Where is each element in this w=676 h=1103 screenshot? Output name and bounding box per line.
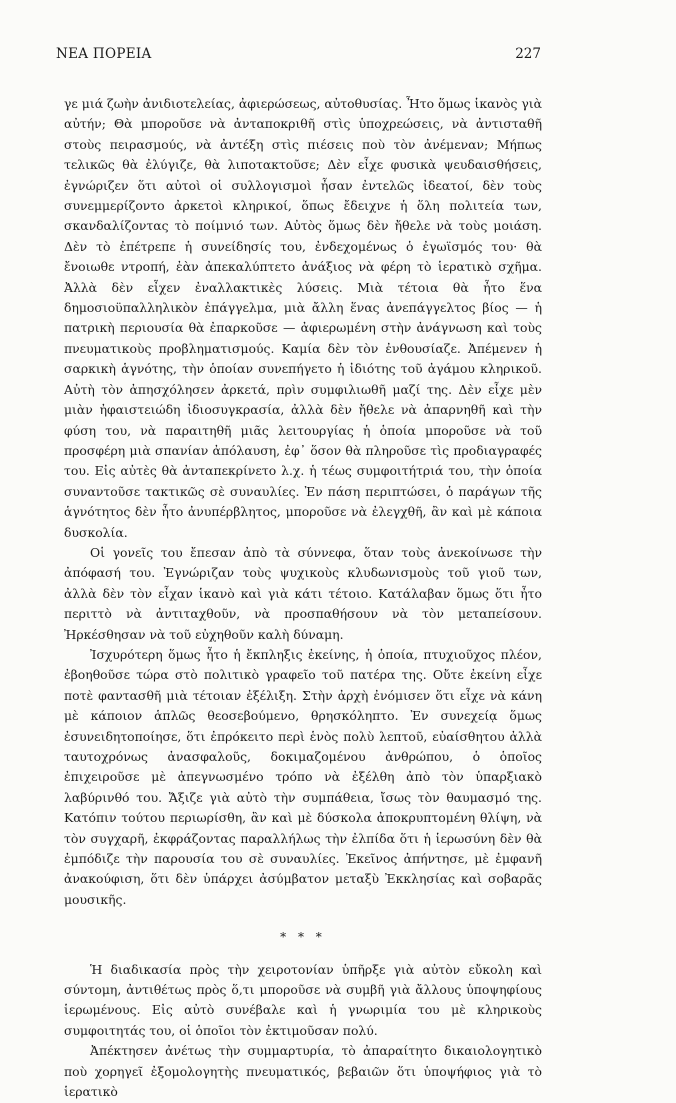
paragraph: Ἡ διαδικασία πρὸς τὴν χειροτονίαν ὑπῆρξε γιὰ αὐτὸν εὔκολη καὶ σύντομη, ἀντιθέτως πρὸς ὅ,τι μποροῦσε νὰ συμβῆ γιὰ ἄλλους ὑποψηφίους ἱερωμένους. Εἰς αὐτὸ συνέβαλε καὶ ἡ γνωριμία του μὲ κληρικοὺς συμφοιτητάς του, οἱ ὁποῖοι τὸν ἐκτιμοῦσαν πολύ. <box>64 961 542 1038</box>
page-number: 227 <box>515 46 541 62</box>
paragraph: γε μιά ζωὴν ἀνιδιοτελείας, ἀφιερώσεως, αὐτοθυσίας. Ἦτο ὅμως ἱκανὸς γιὰ αὐτήν; Θὰ μποροῦσε νὰ ἀνταποκριθῆ στὶς ὑποχρεώσεις, νὰ ἀντισταθῆ στοὺς πειρασμούς, νὰ ἀντέξη στὶς πιέσεις ποὺ τὸν ἀνέμεναν; Μήπως τελικῶς θὰ ἐλύγιζε, θὰ λιποτακτοῦσε; Δὲν εἶχε φυσικὰ ψευδαισθήσεις, ἐγνώριζεν ὅτι αὐτοὶ οἱ συλλογισμοὶ ἦσαν ἐντελῶς ἰδεατοί, δὲν τοὺς συνεμμερίζοντο ἀρκετοὶ κληρικοί, ὅπως ἔδειχνε ἡ ὅλη πολιτεία των, σκανδαλίζοντας τὸ ποίμνιό των. Αὐτὸς ὅμως δὲν ἤθελε νὰ τοὺς μοιάση. Δὲν τὸ ἐπέτρεπε ἡ συνείδησίς του, ἐνδεχομένως ὁ ἐγωϊσμός του· θὰ ἔνοιωθε ντροπή, ἐὰν ἀπεκαλύπτετο ἀνάξιος νὰ φέρη τὸ ἱερατικὸ σχῆμα. Ἀλλὰ δὲν εἶχεν ἐναλλακτικὲς λύσεις. Μιὰ τέτοια θὰ ἦτο ἕνα δημοσιοϋπαλληλικὸν ἐπάγγελμα, μιὰ ἄλλη ἕνας ἀνεπάγγελτος βίος — ἡ πατρικὴ περιουσία θὰ ἐπαρκοῦσε — ἀφιερωμένη στὴν ἀνάγνωση καὶ τοὺς πνευματικοὺς προβληματισμούς. Καμία δὲν τὸν ἐνθουσίαζε. Ἀπέμενεν ἡ σαρκικὴ ἁγνότης, τὴν ὁποίαν συνεπήγετο ἡ ἰδιότης τοῦ ἀγάμου κληρικοῦ. Αὐτὴ τὸν ἀπησχόλησεν ἀρκετά, πρὶν συμφιλιωθῆ μαζί της. Δὲν εἶχε μὲν μιὰν ἠφαιστειώδη ἰδιοσυγκρασία, ἀλλὰ δὲν ἤθελε νὰ ἀπαρνηθῆ καὶ τὴν φύση του, νὰ παραιτηθῆ μιᾶς λειτουργίας ἡ ὁποία μποροῦσε νὰ τοῦ προσφέρη μιὰ σπανίαν ἀπόλαυση, ἐφ᾽ ὅσον θὰ πληροῦσε τὶς προδιαγραφές του. Εἰς αὐτὲς θὰ ἀνταπεκρίνετο λ.χ. ἡ τέως συμφοιτήτριά του, τὴν ὁποία συναντοῦσε τακτικῶς σὲ συναυλίες. Ἐν πάση περιπτώσει, ὁ παράγων τῆς ἁγνότητος δὲν ἦτο ἀνυπέρβλητος, μποροῦσε νὰ ἐλεγχθῆ, ἂν καὶ μὲ κάποια δυσκολία. <box>64 96 542 540</box>
body-text <box>64 94 542 1103</box>
paragraph: Ἀπέκτησεν ἀνέτως τὴν συμμαρτυρία, τὸ ἀπαραίτητο δικαιολογητικὸ ποὺ χορηγεῖ ἐξομολογητὴς πνευματικός, βεβαιῶν ὅτι ὑποψήφιος γιὰ τὸ ἱερατικὸ <box>64 1043 542 1100</box>
section-break: * * * <box>280 930 326 945</box>
running-head: ΝΕΑ ΠΟΡΕΙΑ <box>56 46 152 62</box>
paragraph: Ἰσχυρότερη ὅμως ἦτο ἡ ἔκπληξις ἐκείνης, ἡ ὁποία, πτυχιοῦχος πλέον, ἐβοηθοῦσε τώρα στὸ πολιτικὸ γραφεῖο τοῦ πατέρα της. Οὔτε ἐκείνη εἶχε ποτὲ φαντασθῆ μιὰ τέτοιαν ἐξέλιξη. Στὴν ἀρχὴ ἐνόμισεν ὅτι εἶχε νὰ κάνη μὲ κάποιον ἁπλῶς θεοσεβούμενο, θρησκόληπτο. Ἐν συνεχείᾳ ὅμως ἐσυνειδητοποίησε, ὅτι ἐπρόκειτο περὶ ἑνὸς πολὺ λεπτοῦ, εὐαίσθητου ἀλλὰ ταυτοχρόνως ἀνασφαλοῦς, δοκιμαζομένου ἀνθρώπου, ὁ ὁποῖος ἐπιχειροῦσε μὲ ἀπεγνωσμένο τρόπο νὰ ἐξέλθη ἀπὸ τὸν ὑπαρξιακὸ λαβύρινθό του. Ἄξιζε γιὰ αὐτὸ τὴν συμπάθεια, ἴσως τὸν θαυμασμό της. Κατόπιν τούτου περιωρίσθη, ἂν καὶ μὲ δύσκολα ἀποκρυπτομένη θλίψη, νὰ τὸν συγχαρῆ, ἐκφράζοντας παραλλήλως τὴν ἐλπίδα ὅτι ἡ ἱερωσύνη δὲν θὰ ἐμπόδιζε τὴν παρουσία του σὲ συναυλίες. Ἐκεῖνος ἀπήντησε, μὲ ἐμφανῆ ἀνακούφιση, ὅτι δὲν ὑπάρχει ἀσύμβατον μεταξὺ Ἐκκλησίας καὶ σοβαρᾶς μουσικῆς. <box>64 646 542 907</box>
paragraph: Οἱ γονεῖς του ἔπεσαν ἀπὸ τὰ σύννεφα, ὅταν τοὺς ἀνεκοίνωσε τὴν ἀπόφασή του. Ἐγνώριζαν τοὺς ψυχικοὺς κλυδωνισμοὺς τοῦ γιοῦ των, ἀλλὰ δὲν τὸν εἶχαν ἱκανὸ καὶ γιὰ κάτι τέτοιο. Κατάλαβαν ὅμως ὅτι ἦτο περιττὸ νὰ ἀντιταχθοῦν, νὰ προσπαθήσουν νὰ τὸν μεταπείσουν. Ἠρκέσθησαν νὰ τοῦ εὐχηθοῦν καλὴ δύναμη. <box>64 544 542 642</box>
